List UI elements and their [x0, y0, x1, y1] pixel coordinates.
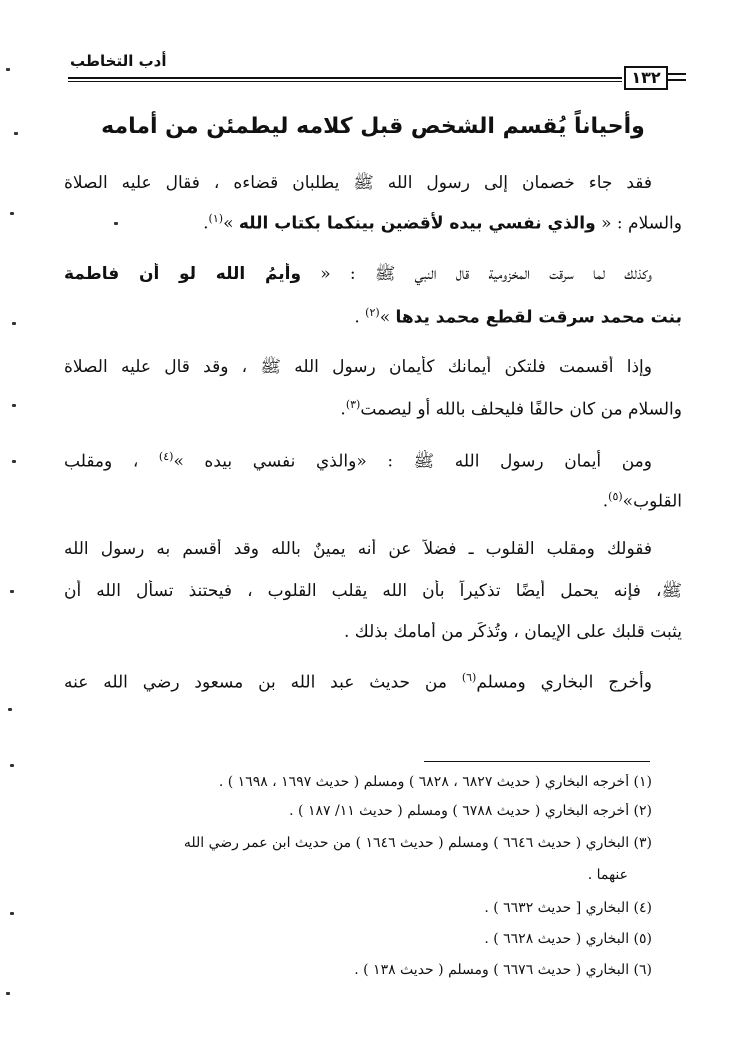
scan-speck — [10, 764, 14, 767]
section-heading: وأحياناً يُقسم الشخص قبل كلامه ليطمئن من أمامه — [101, 114, 645, 139]
footnote-ref-1: (١) — [208, 212, 224, 225]
footnote-6: (٦) البخاري ( حديث ٦٦٧٦ ) ومسلم ( حديث ١٣٨ ) . — [354, 962, 652, 978]
scan-speck — [14, 132, 18, 135]
p6-text: وأخرج البخاري ومسلم — [476, 672, 652, 693]
p2-end: . — [354, 307, 366, 328]
scan-speck — [10, 212, 14, 215]
p6-text-b: من حديث عبد الله بن مسعود رضي الله عنه — [64, 672, 462, 693]
p3-end: . — [340, 399, 346, 420]
p4-line-2 — [64, 490, 682, 512]
p5-line-3: يثبت قلبك على الإيمان ، وتُذكِّر من أمامك بذلك . — [344, 622, 682, 642]
footnote-3: (٣) البخاري ( حديث ٦٦٤٦ ) ومسلم ( حديث ١٦٤٦ ) من حديث ابن عمر رضي الله — [183, 835, 652, 851]
p4-text: ومن أيمان رسول الله ﷺ : «والذي نفسي بيده » — [173, 451, 652, 472]
scan-speck — [6, 992, 10, 995]
p4-text-2: القلوب» — [622, 491, 682, 512]
scan-speck — [114, 222, 118, 225]
footnote-1: (١) أخرجه البخاري ( حديث ٦٨٢٧ ، ٦٨٢٨ ) ومسلم ( حديث ١٦٩٧ ، ١٦٩٨ ) . — [218, 774, 652, 790]
p6-line-1 — [64, 671, 652, 693]
p3-line-1: وإذا أقسمت فلتكن أيمانك كأيمان رسول الله ﷺ ، وقد قال عليه الصلاة — [64, 357, 652, 377]
footnote-3-cont: عنهما . — [587, 867, 628, 883]
p2-line-1 — [64, 263, 652, 288]
header-rule-right-top — [668, 73, 686, 75]
scan-speck — [12, 322, 16, 325]
header-rule — [68, 77, 622, 79]
p2-close: » — [379, 307, 396, 328]
p2-text: وكذلك لما سرقت المخزومية قال النبي ﷺ : « — [301, 264, 652, 284]
footnote-ref-2: (٢) — [365, 306, 380, 319]
hadith-quote: وأيمُ الله لو أن فاطمة — [64, 264, 302, 284]
footnote-2: (٢) أخرجه البخاري ( حديث ٦٧٨٨ ) ومسلم ( حديث ١١/ ١٨٧ ) . — [289, 803, 652, 819]
p4-line-1 — [64, 450, 652, 476]
footnote-4: (٤) البخاري [ حديث ٦٦٣٢ ) . — [484, 900, 652, 916]
p5-line-2: ﷺ، فإنه يحمل أيضًا تذكيراً بأن الله يقلب القلوب ، فيحتنذ تسأل الله أن — [64, 581, 682, 601]
footnote-separator — [424, 761, 650, 762]
scan-speck — [8, 708, 12, 711]
footnote-5: (٥) البخاري ( حديث ٦٦٢٨ ) . — [484, 931, 652, 947]
hadith-quote: والذي نفسي بيده لأقضين بينكما بكتاب الله — [238, 213, 596, 234]
scan-speck — [10, 912, 14, 915]
p1-line-1: فقد جاء خصمان إلى رسول الله ﷺ يطلبان قضاءه ، فقال عليه الصلاة — [64, 173, 652, 193]
page-number: ١٣٢ — [624, 66, 668, 90]
running-header-title: أدب التخاطب — [70, 52, 167, 70]
scan-speck — [12, 404, 16, 407]
header-rule-thin — [68, 81, 622, 82]
p3-line-2 — [64, 398, 682, 420]
header-rule-right-bottom — [668, 79, 686, 81]
scan-speck — [6, 68, 10, 71]
hadith-quote-cont: بنت محمد سرقت لقطع محمد يدها — [395, 307, 682, 328]
p1-close: » — [223, 213, 239, 234]
footnote-ref-4: (٤) — [158, 450, 174, 463]
p4-text-b: ، ومقلب — [64, 451, 159, 472]
scan-speck — [10, 590, 14, 593]
footnote-ref-6: (٦) — [461, 671, 477, 684]
footnote-ref-3: (٣) — [345, 398, 361, 411]
p1-text: والسلام : « — [595, 213, 682, 234]
scan-speck — [12, 460, 16, 463]
p2-line-2 — [64, 306, 682, 328]
p1-end: . — [203, 213, 209, 234]
p3-text: والسلام من كان حالفًا فليحلف بالله أو ليصمت — [360, 399, 682, 420]
p5-line-1: فقولك ومقلب القلوب ـ فضلاً عن أنه يمينٌ بالله وقد أقسم به رسول الله — [64, 539, 652, 559]
p4-end: . — [602, 491, 609, 512]
p1-line-2 — [64, 212, 682, 234]
footnote-ref-5: (٥) — [608, 490, 623, 503]
